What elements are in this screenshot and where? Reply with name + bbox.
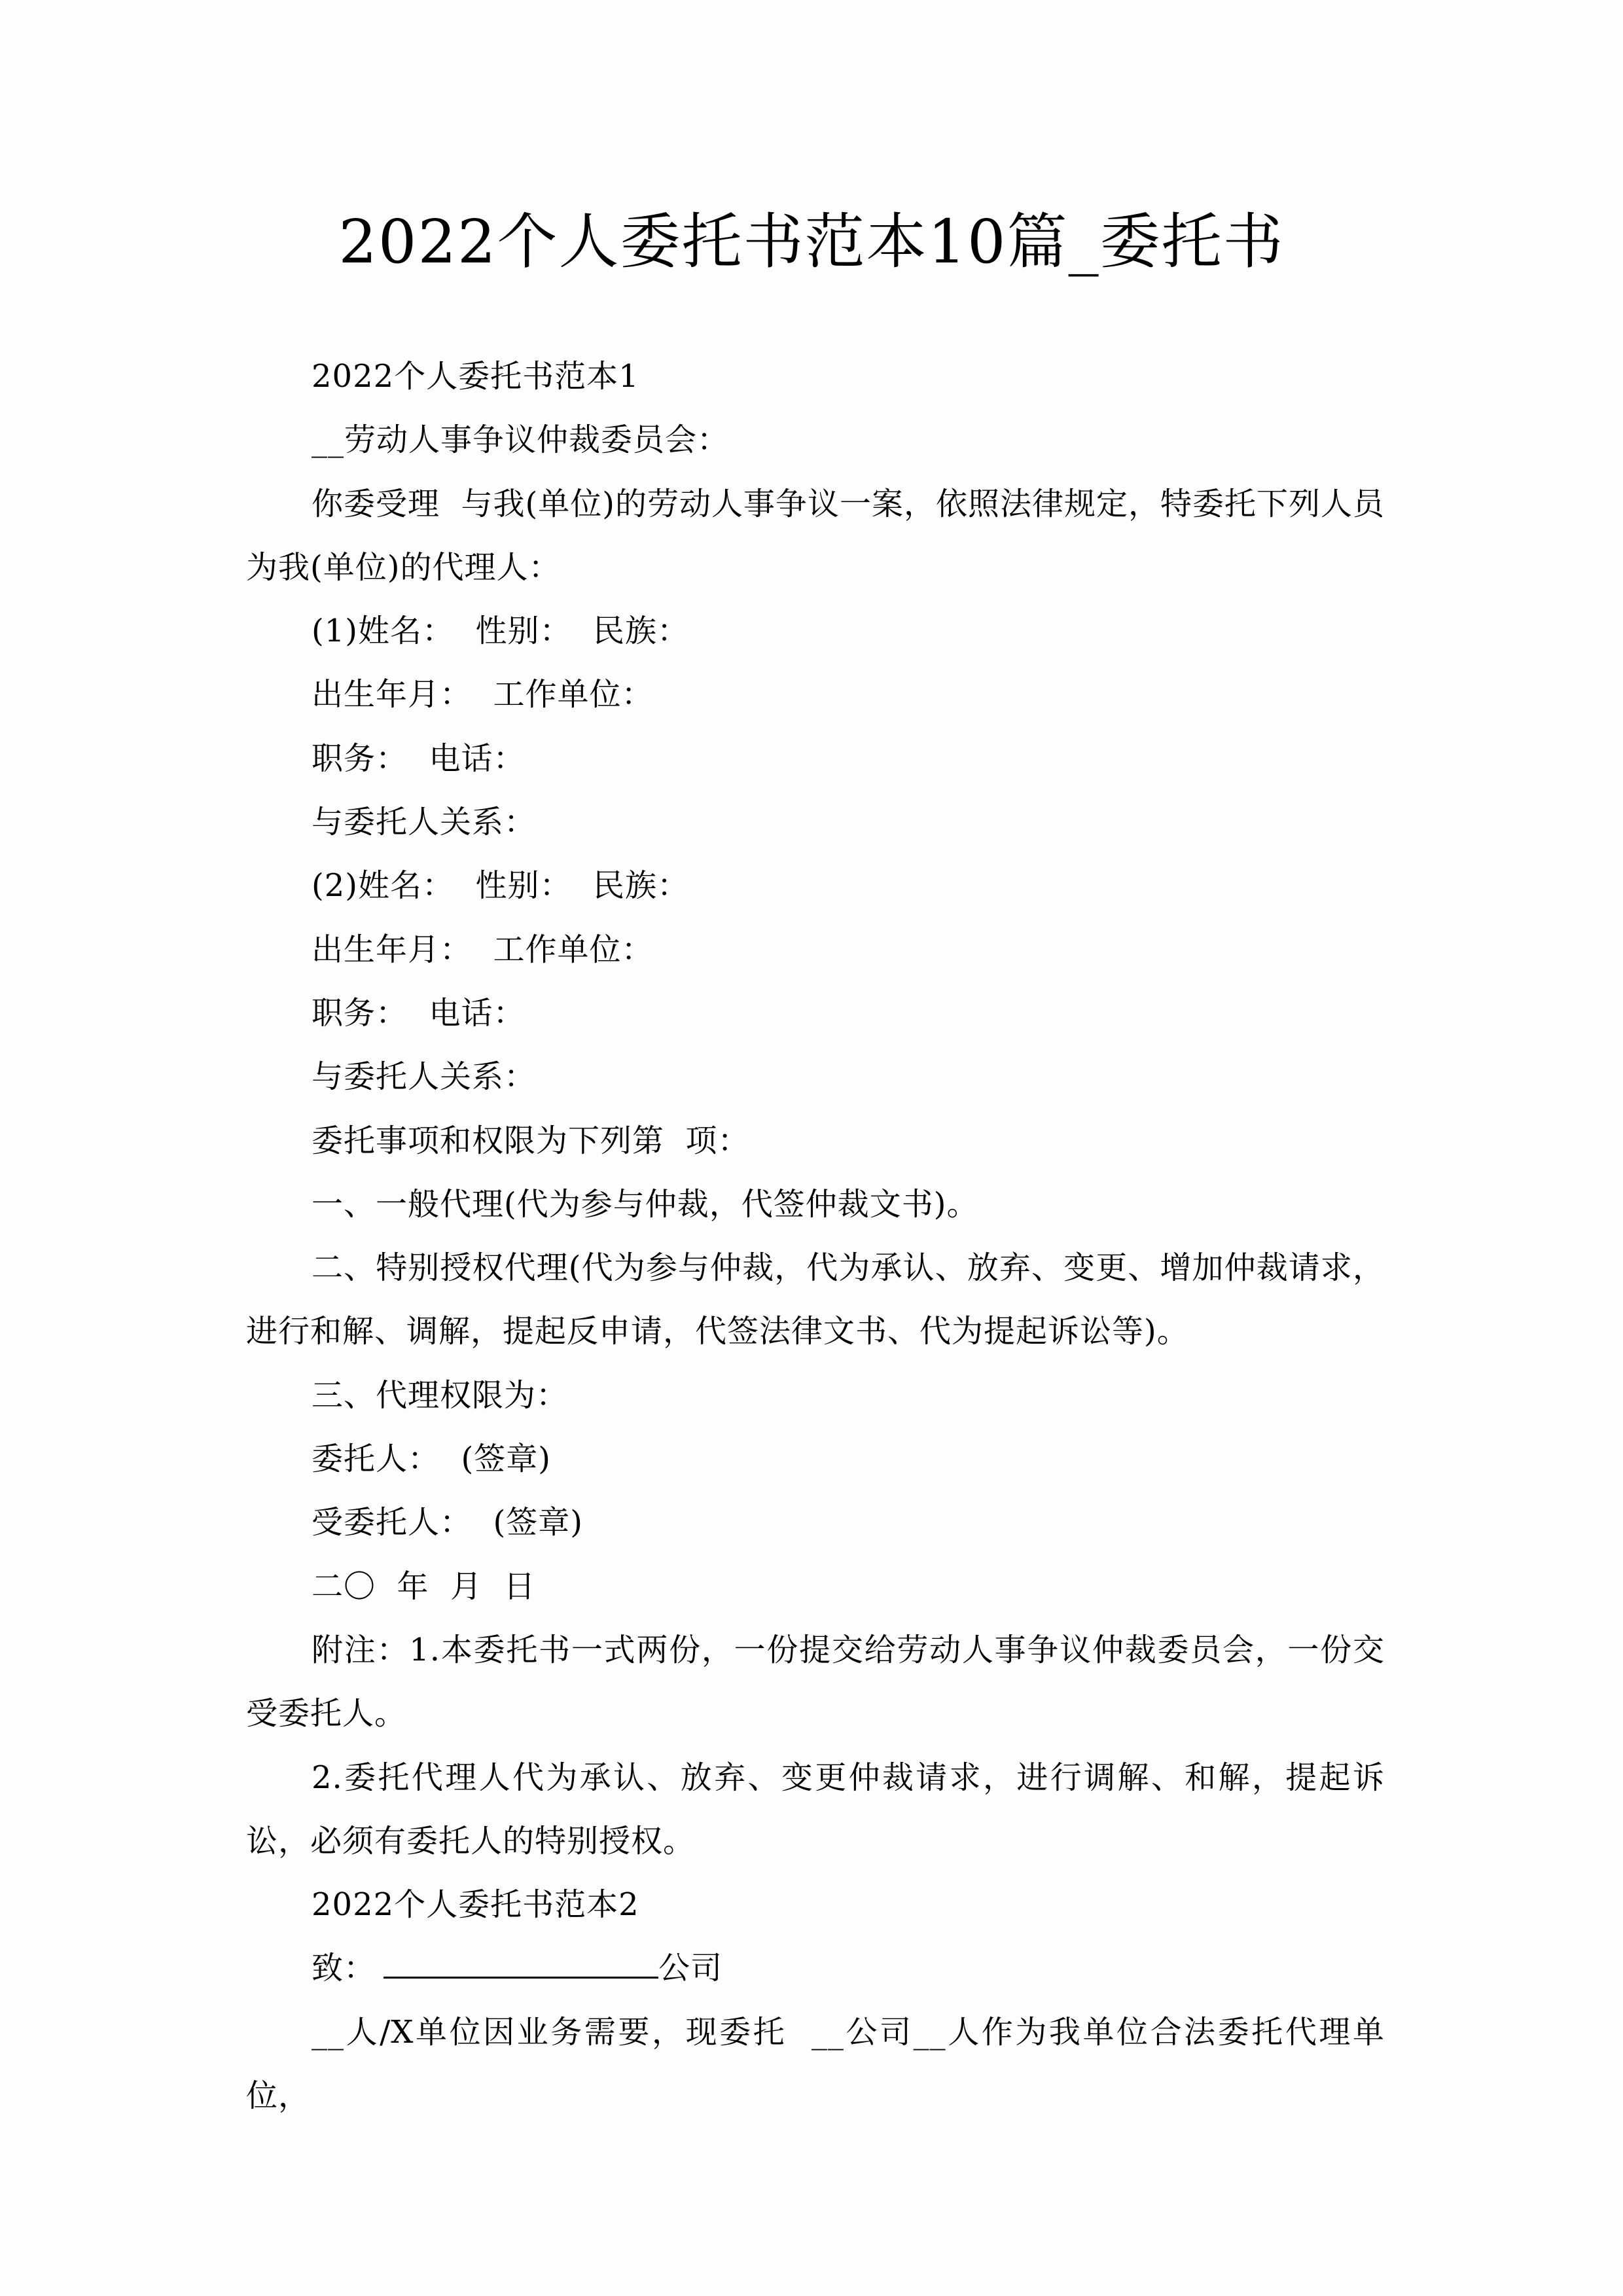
agent2-position-line: 职务： 电话： bbox=[312, 994, 526, 1031]
scope-line: 委托事项和权限为下列第 项： bbox=[312, 1122, 750, 1159]
section-heading: 2022个人委托书范本1 bbox=[312, 358, 639, 395]
scope-item-3: 三、代理权限为： bbox=[312, 1376, 569, 1414]
agent1-position-line: 职务： 电话： bbox=[312, 740, 526, 777]
body-paragraph: __人/X单位因业务需要，现委托 __公司__人作为我单位合法委托代理单位， bbox=[246, 2013, 1385, 2115]
scope-item-1: 一、一般代理(代为参与仲裁，代签仲裁文书)。 bbox=[312, 1185, 979, 1223]
note-2: 2.委托代理人代为承认、放弃、变更仲裁请求，进行调解、和解，提起诉讼，必须有委托人的特别授权。 bbox=[246, 1759, 1385, 1859]
company-name-blank bbox=[383, 1950, 658, 1979]
section-heading: 2022个人委托书范本2 bbox=[312, 1886, 639, 1924]
principal-signature-line: 委托人： (签章) bbox=[312, 1441, 551, 1478]
document-body bbox=[246, 345, 1385, 2128]
to-company-line bbox=[246, 1937, 1385, 2000]
addressee-line: __劳动人事争议仲裁委员会： bbox=[312, 422, 730, 459]
date-line: 二〇 年 月 日 bbox=[312, 1568, 536, 1605]
to-suffix: 公司 bbox=[658, 1950, 723, 1987]
body-paragraph: 你委受理 与我(单位)的劳动人事争议一案，依照法律规定，特委托下列人员为我(单位)的代理人： bbox=[246, 485, 1385, 586]
document-title: 2022个人委托书范本10篇_委托书 bbox=[338, 207, 1285, 277]
agent2-name-line: (2)姓名： 性别： 民族： bbox=[312, 867, 690, 905]
to-prefix: 致： bbox=[312, 1950, 376, 1987]
agent2-relation-line: 与委托人关系： bbox=[312, 1058, 537, 1096]
agent1-name-line: (1)姓名： 性别： 民族： bbox=[312, 613, 690, 650]
agent1-birth-line: 出生年月： 工作单位： bbox=[312, 676, 654, 713]
note-1: 附注：1.本委托书一式两份，一份提交给劳动人事争议仲裁委员会，一份交受委托人。 bbox=[246, 1631, 1385, 1732]
agent-signature-line: 受委托人： (签章) bbox=[312, 1504, 583, 1541]
agent2-birth-line: 出生年月： 工作单位： bbox=[312, 931, 654, 968]
agent1-relation-line: 与委托人关系： bbox=[312, 804, 537, 841]
scope-item-2: 二、特别授权代理(代为参与仲裁，代为承认、放弃、变更、增加仲裁请求，进行和解、调解，提起反申请，代签法律文书、代为提起诉讼等)。 bbox=[246, 1249, 1385, 1350]
